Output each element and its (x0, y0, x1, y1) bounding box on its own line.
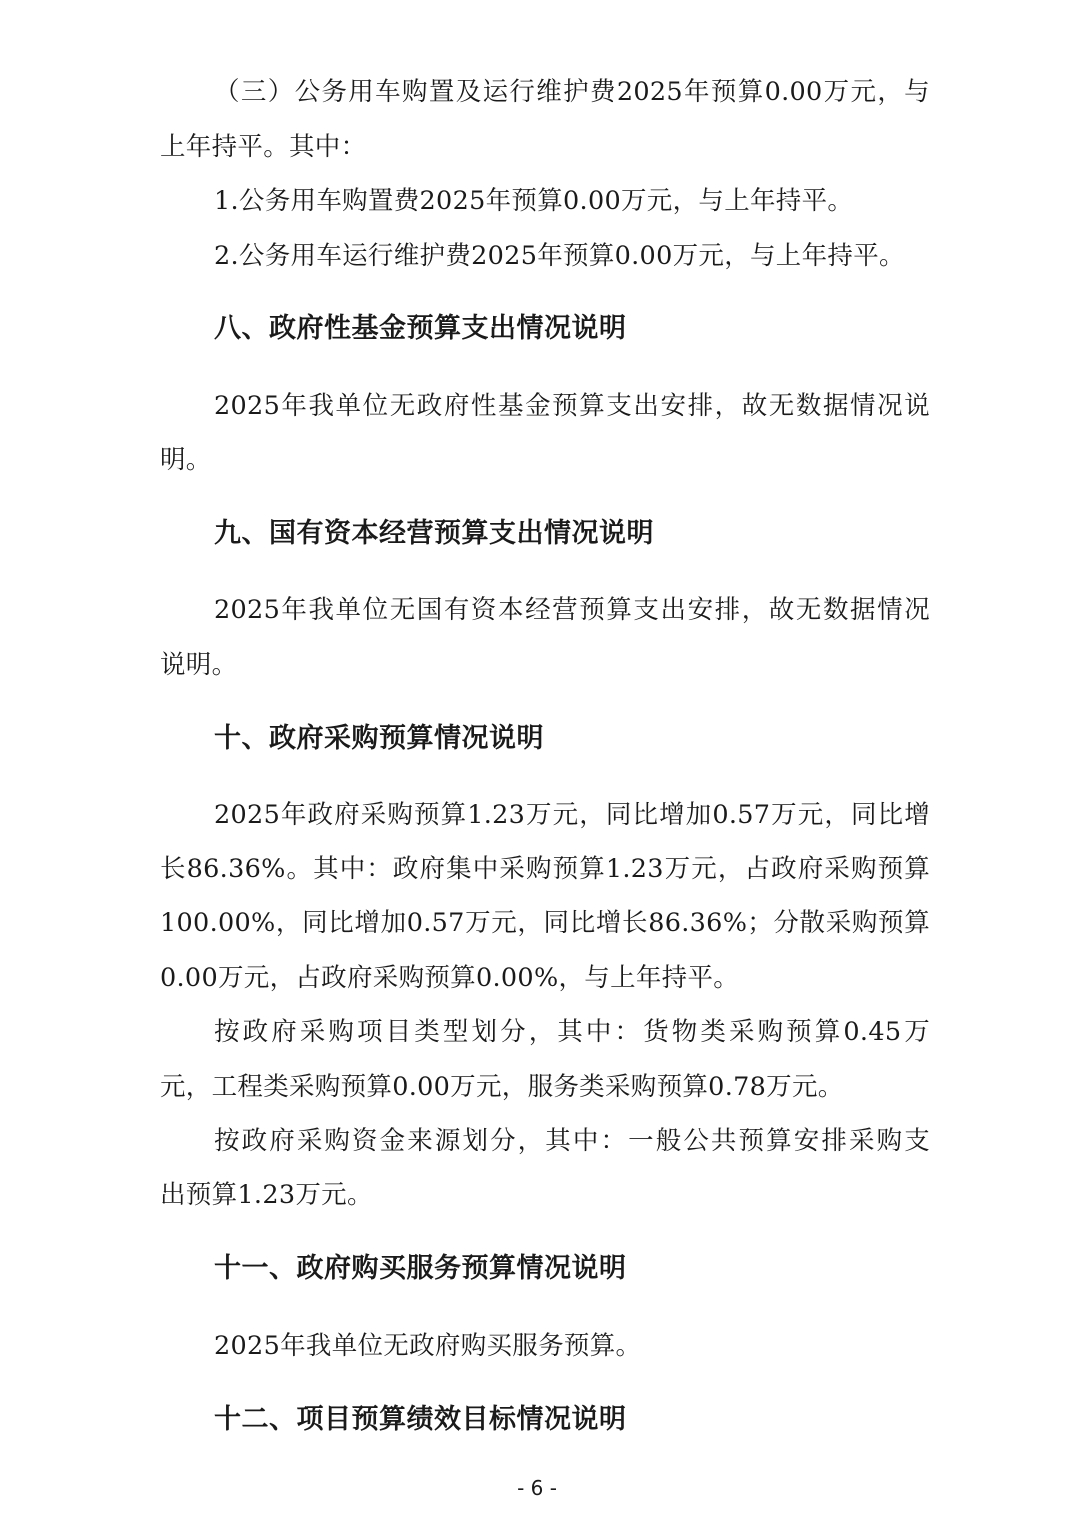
sec9-heading: 九、国有资本经营预算支出情况说明 (214, 518, 654, 549)
sec12-heading: 十二、项目预算绩效目标情况说明 (214, 1404, 627, 1435)
sec10-p3-line2: 出预算1.23万元。 (160, 1180, 373, 1210)
sec7-3-line1: （三）公务用车购置及运行维护费2025年预算0.00万元，与 (214, 77, 930, 107)
sec7-3-line2: 上年持平。其中： (160, 132, 367, 162)
sec7-3-item2: 2.公务用车运行维护费2025年预算0.00万元，与上年持平。 (214, 241, 905, 271)
sec8-heading: 八、政府性基金预算支出情况说明 (214, 313, 627, 344)
sec7-3-item1: 1.公务用车购置费2025年预算0.00万元，与上年持平。 (214, 186, 854, 216)
sec10-p1-line4: 0.00万元，占政府采购预算0.00%，与上年持平。 (160, 963, 740, 993)
sec11-line1: 2025年我单位无政府购买服务预算。 (214, 1331, 642, 1361)
sec10-p2-line1: 按政府采购项目类型划分，其中：货物类采购预算0.45万 (214, 1017, 930, 1047)
sec10-p3-line1: 按政府采购资金来源划分，其中：一般公共预算安排采购支 (214, 1126, 930, 1156)
sec10-p2-line2: 元，工程类采购预算0.00万元，服务类采购预算0.78万元。 (160, 1072, 844, 1102)
sec11-heading: 十一、政府购买服务预算情况说明 (214, 1253, 627, 1284)
sec10-p1-line1: 2025年政府采购预算1.23万元，同比增加0.57万元，同比增 (214, 800, 930, 830)
page-number: - 6 - (517, 1476, 557, 1500)
sec10-heading: 十、政府采购预算情况说明 (214, 723, 544, 754)
sec9-line1: 2025年我单位无国有资本经营预算支出安排，故无数据情况 (214, 595, 930, 625)
sec8-line2: 明。 (160, 445, 212, 475)
sec8-line1: 2025年我单位无政府性基金预算支出安排，故无数据情况说 (214, 391, 930, 421)
sec9-line2: 说明。 (160, 650, 238, 680)
sec10-p1-line3: 100.00%，同比增加0.57万元，同比增长86.36%；分散采购预算 (160, 908, 930, 938)
sec10-p1-line2: 长86.36%。其中：政府集中采购预算1.23万元，占政府采购预算 (160, 854, 930, 884)
